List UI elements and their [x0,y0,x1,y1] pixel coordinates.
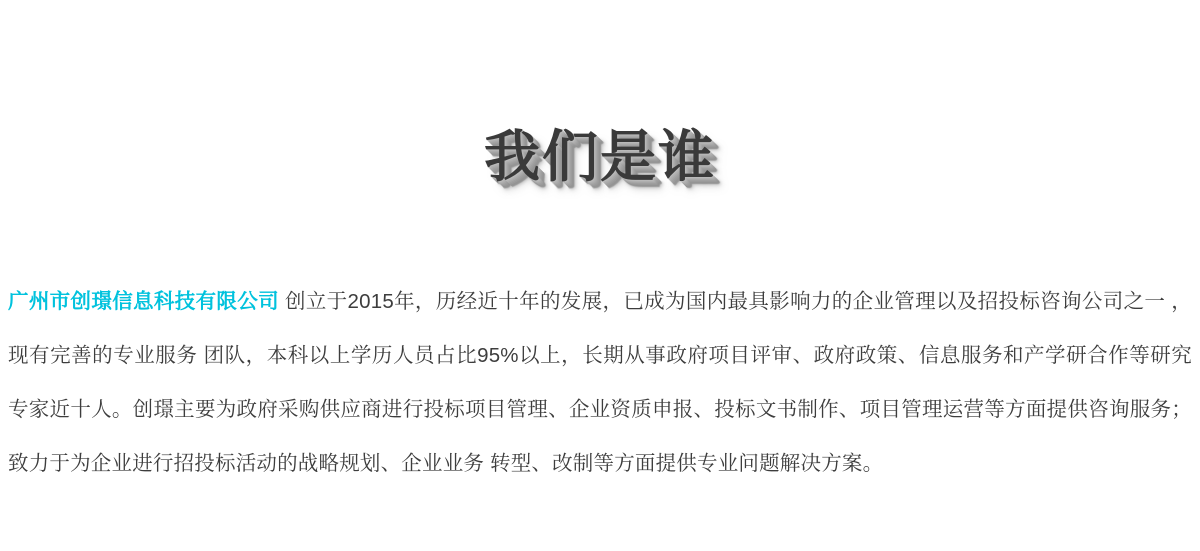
page-title: 我们是谁 [484,124,716,190]
page-title-container [0,0,1200,223]
about-paragraph [8,275,1192,491]
about-paragraph-text: 创立于2015年，历经近十年的发展，已成为国内最具影响力的企业管理以及招投标咨询公司之一 ，现有完善的专业服务 团队，本科以上学历人员占比95%以上，长期从事政府项目评审、政府政策、信息服务和产学研合作等研究专家近十人。创璟主要为政府采购供应商进行投标项目管理、企业资质申报、投标文书制作、项目管理运营等方面提供咨询服务；致力于为企业进行招投标活动的战略规划、企业业务 转型、改制等方面提供专业问题解决方案。 [8,290,1192,476]
company-name: 广州市创璟信息科技有限公司 [8,290,279,314]
about-section [0,223,1200,491]
